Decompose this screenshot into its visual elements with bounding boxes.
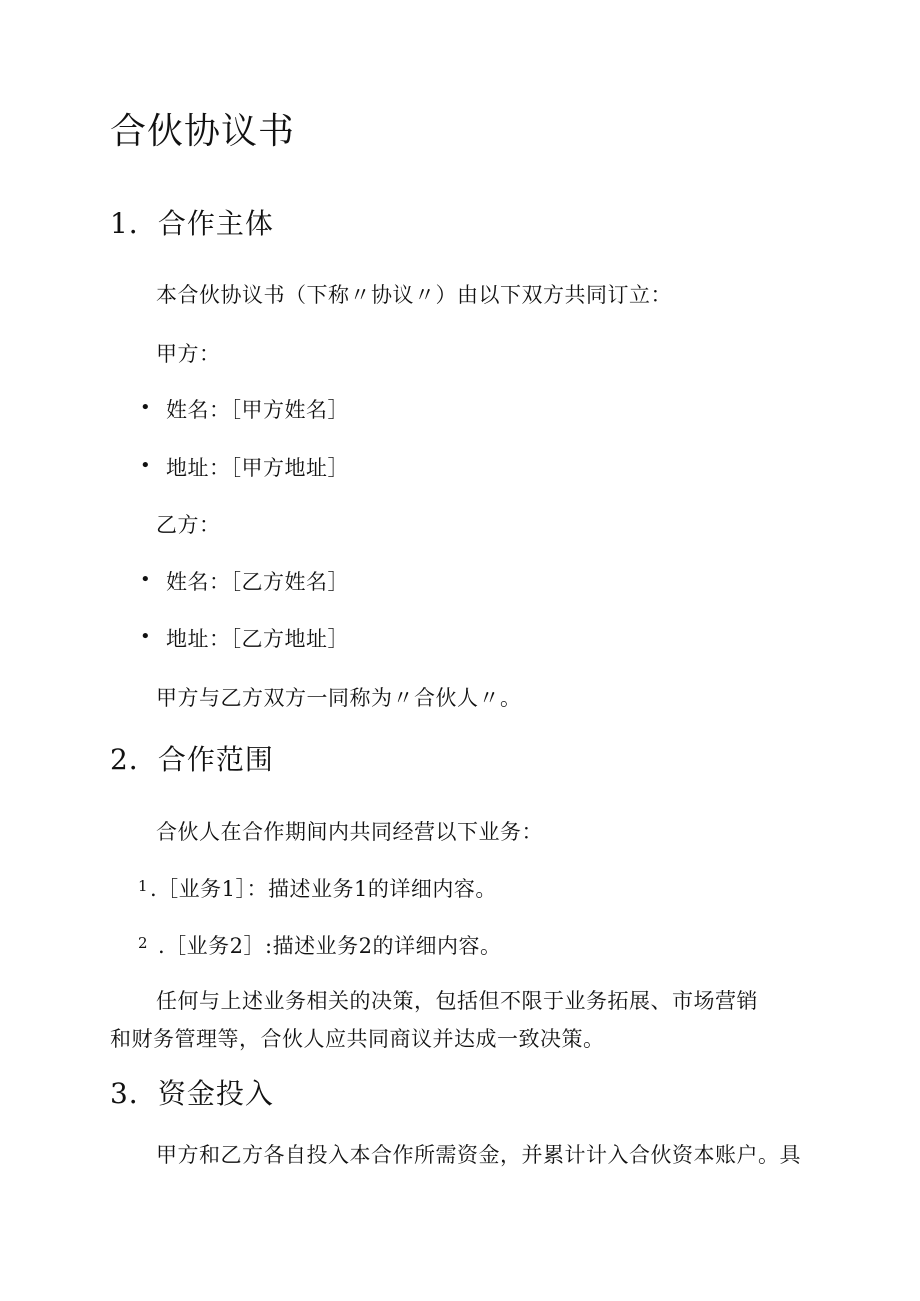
- party-b-label: 乙方：: [156, 513, 221, 537]
- bullet-icon: •: [140, 455, 151, 476]
- party-b-name: 姓名：［乙方姓名］: [166, 570, 349, 594]
- section-3-heading: 3．资金投入: [110, 1077, 274, 1110]
- section-1-intro: 本合伙协议书（下称〃协议〃）由以下双方共同订立：: [156, 283, 672, 307]
- party-b-address: 地址：［乙方地址］: [166, 627, 349, 651]
- bullet-icon: •: [140, 397, 151, 418]
- document-title: 合伙协议书: [110, 111, 296, 152]
- list-item-number: 2: [138, 934, 148, 952]
- section-2-paragraph: 任何与上述业务相关的决策，包括但不限于业务拓展、市场营销和财务管理等，合伙人应共同商议并达成一致决策。: [110, 989, 758, 1051]
- list-item-number: 1: [138, 877, 148, 895]
- bullet-icon: •: [140, 626, 151, 647]
- business-item-2: .［业务2］:描述业务2的详细内容。: [158, 934, 502, 958]
- section-1-heading: 1．合作主体: [110, 207, 274, 240]
- party-a-label: 甲方：: [156, 342, 221, 366]
- section-2-intro: 合伙人在合作期间内共同经营以下业务：: [156, 820, 543, 844]
- party-a-name: 姓名：［甲方姓名］: [166, 398, 349, 422]
- party-a-address: 地址：［甲方地址］: [166, 456, 349, 480]
- business-item-1: .［业务1］：描述业务1的详细内容。: [150, 877, 497, 901]
- section-2-heading: 2．合作范围: [110, 743, 274, 776]
- bullet-icon: •: [140, 569, 151, 590]
- section-1-closing: 甲方与乙方双方一同称为〃合伙人〃。: [156, 686, 522, 710]
- section-3-paragraph: 甲方和乙方各自投入本合作所需资金，并累计计入合伙资本账户。具: [156, 1143, 801, 1167]
